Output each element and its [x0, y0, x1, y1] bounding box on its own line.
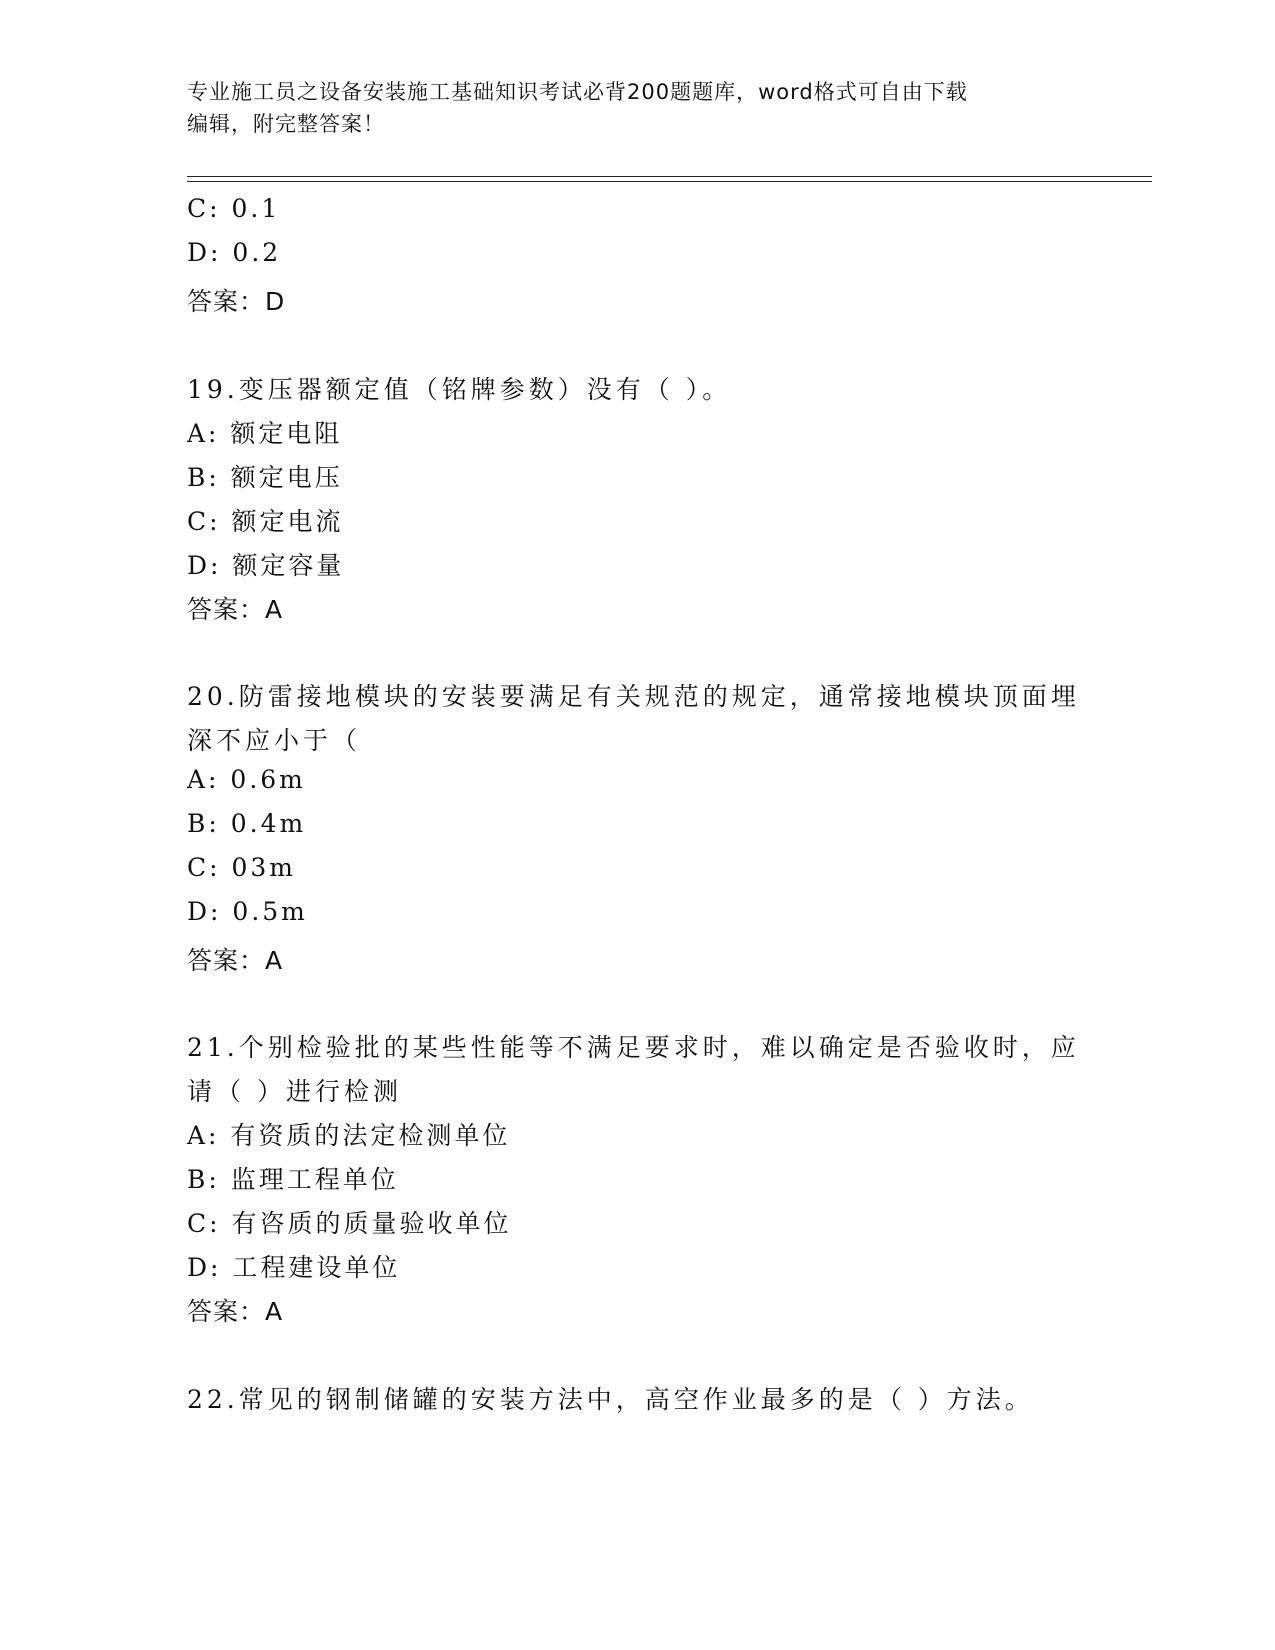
question-19-option-c: C: 额定电流 — [187, 507, 344, 536]
question-21-text-line-2: 请（ ）进行检测 — [187, 1077, 402, 1106]
header-rule-top — [187, 176, 1152, 177]
question-19-option-b: B: 额定电压 — [187, 463, 343, 492]
header-rule-bottom — [187, 181, 1152, 182]
question-20-option-d: D: 0.5m — [187, 897, 308, 926]
question-19-text: 19.变压器额定值（铭牌参数）没有（ ）。 — [187, 375, 732, 404]
question-19-answer: 答案：A — [187, 595, 284, 624]
question-20-text-line-2: 深不应小于（ — [187, 726, 362, 755]
question-20-option-c: C: 03m — [187, 853, 297, 882]
question-22-text: 22.常见的钢制储罐的安装方法中，高空作业最多的是（ ）方法。 — [187, 1385, 1034, 1414]
question-21-option-d: D: 工程建设单位 — [187, 1253, 401, 1282]
question-19-option-d: D: 额定容量 — [187, 551, 345, 580]
header-title-line-1: 专业施工员之设备安装施工基础知识考试必背200题题库，word格式可自由下载 — [187, 80, 968, 104]
option-d: D: 0.2 — [187, 238, 282, 267]
question-19-option-a: A: 额定电阻 — [187, 419, 343, 448]
document-header — [187, 76, 1087, 140]
header-title-line-2: 编辑，附完整答案！ — [187, 112, 385, 136]
question-20-text-line-1: 20.防雷接地模块的安装要满足有关规范的规定，通常接地模块顶面埋 — [187, 682, 1080, 711]
question-21-option-c: C: 有咨质的质量验收单位 — [187, 1209, 512, 1238]
question-20-option-a: A: 0.6m — [187, 765, 306, 794]
question-20-option-b: B: 0.4m — [187, 809, 307, 838]
answer-line: 答案：D — [187, 287, 286, 316]
question-21-option-a: A: 有资质的法定检测单位 — [187, 1121, 511, 1150]
question-20-answer: 答案：A — [187, 946, 284, 975]
question-21-answer: 答案：A — [187, 1297, 284, 1326]
question-21-option-b: B: 监理工程单位 — [187, 1165, 399, 1194]
option-c: C: 0.1 — [187, 194, 281, 223]
question-21-text-line-1: 21.个别检验批的某些性能等不满足要求时，难以确定是否验收时，应 — [187, 1033, 1080, 1062]
